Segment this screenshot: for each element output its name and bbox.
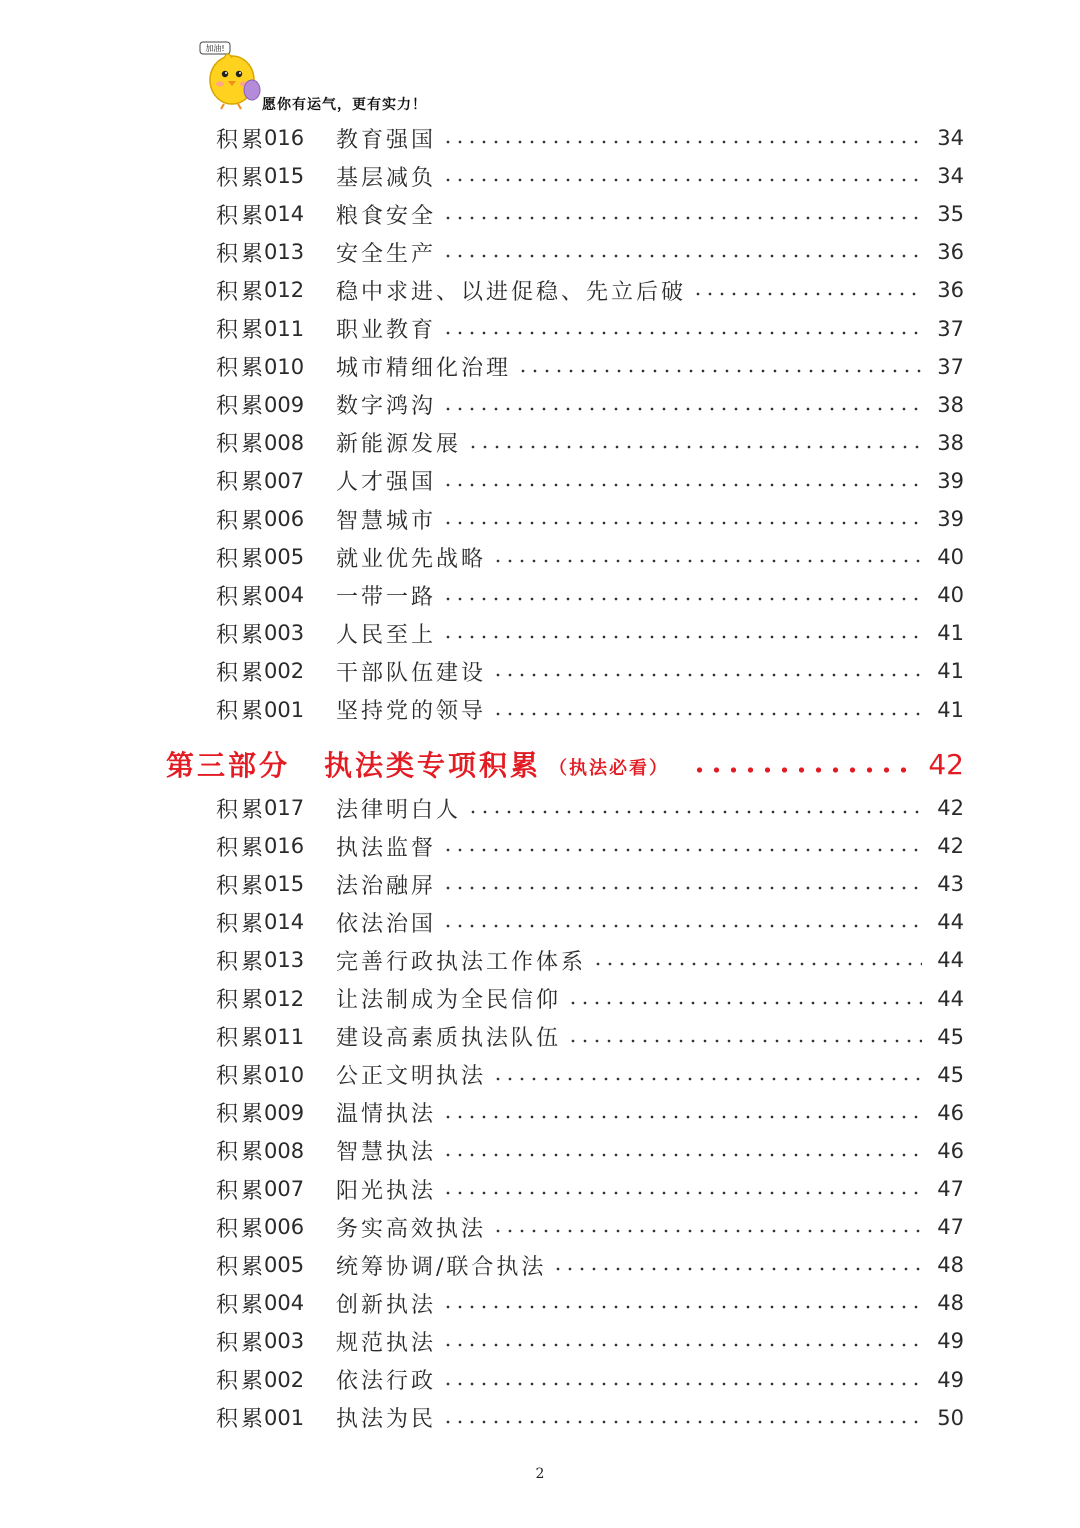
section-page-number: 42 bbox=[928, 747, 964, 781]
dot-leader bbox=[442, 139, 922, 145]
entry-title: 智慧执法 bbox=[336, 1140, 437, 1166]
entry-prefix: 积累 bbox=[216, 1254, 267, 1280]
entry-number: 013 bbox=[264, 948, 305, 973]
entry-number: 009 bbox=[264, 392, 305, 417]
entry-number: 004 bbox=[264, 1291, 305, 1316]
entry-title: 教育强国 bbox=[336, 127, 437, 153]
toc-entry[interactable] bbox=[216, 865, 964, 903]
dot-leader bbox=[442, 847, 922, 853]
entry-page-number: 36 bbox=[937, 278, 964, 303]
toc-entry[interactable] bbox=[216, 1170, 964, 1208]
dot-leader bbox=[592, 961, 922, 967]
toc-entry[interactable] bbox=[216, 119, 964, 157]
entry-title: 新能源发展 bbox=[336, 432, 462, 458]
section-note: （执法必看） bbox=[549, 758, 670, 779]
entry-page-number: 46 bbox=[937, 1138, 964, 1163]
dot-leader bbox=[442, 177, 922, 183]
entry-page-number: 44 bbox=[937, 986, 964, 1011]
entry-number: 011 bbox=[264, 316, 305, 341]
entry-page-number: 48 bbox=[937, 1291, 964, 1316]
entry-prefix: 积累 bbox=[216, 394, 267, 420]
entry-number: 010 bbox=[264, 354, 305, 379]
mascot-badge-text: 加油! bbox=[205, 44, 225, 53]
entry-number: 003 bbox=[264, 621, 305, 646]
entry-number: 009 bbox=[264, 1100, 305, 1125]
entry-title: 智慧城市 bbox=[336, 508, 437, 534]
entry-page-number: 39 bbox=[937, 468, 964, 493]
dot-leader bbox=[567, 1038, 922, 1044]
entry-title: 完善行政执法工作体系 bbox=[336, 949, 587, 975]
entry-prefix: 积累 bbox=[216, 1178, 267, 1204]
entry-page-number: 45 bbox=[937, 1024, 964, 1049]
entry-page-number: 37 bbox=[937, 354, 964, 379]
toc-entry[interactable] bbox=[216, 652, 964, 690]
toc-entry[interactable] bbox=[216, 271, 964, 309]
entry-page-number: 36 bbox=[937, 240, 964, 265]
entry-prefix: 积累 bbox=[216, 873, 267, 899]
entry-title: 让法制成为全民信仰 bbox=[336, 988, 562, 1013]
entry-prefix: 积累 bbox=[216, 1369, 267, 1394]
entry-page-number: 34 bbox=[937, 164, 964, 189]
toc-entry[interactable] bbox=[216, 1094, 964, 1132]
dot-leader bbox=[442, 253, 922, 259]
entry-prefix: 积累 bbox=[216, 432, 267, 458]
toc-entry[interactable] bbox=[216, 614, 964, 652]
entry-prefix: 积累 bbox=[216, 797, 267, 823]
entry-prefix: 积累 bbox=[216, 835, 267, 861]
toc-entry[interactable] bbox=[216, 500, 964, 538]
entry-number: 016 bbox=[264, 126, 305, 150]
entry-page-number: 34 bbox=[937, 126, 964, 150]
dot-leader bbox=[492, 1228, 922, 1234]
dot-leader bbox=[492, 558, 922, 564]
entry-prefix: 积累 bbox=[216, 546, 267, 572]
dot-leader bbox=[442, 330, 922, 336]
entry-title: 统筹协调/联合执法 bbox=[336, 1254, 547, 1280]
dot-leader bbox=[492, 711, 922, 717]
entry-title: 干部队伍建设 bbox=[336, 660, 487, 686]
entry-title: 稳中求进、以进促稳、先立后破 bbox=[336, 279, 687, 305]
entry-page-number: 46 bbox=[937, 1100, 964, 1125]
dot-leader bbox=[442, 1342, 922, 1348]
entry-prefix: 积累 bbox=[216, 622, 267, 648]
entry-page-number: 37 bbox=[937, 316, 964, 341]
toc-entry[interactable] bbox=[216, 386, 964, 424]
entry-page-number: 49 bbox=[937, 1367, 964, 1392]
entry-prefix: 积累 bbox=[216, 1026, 267, 1052]
entry-number: 015 bbox=[264, 164, 305, 189]
entry-page-number: 41 bbox=[937, 659, 964, 684]
toc-entry[interactable] bbox=[216, 1018, 964, 1056]
entry-title: 一带一路 bbox=[336, 584, 437, 610]
toc-entry[interactable] bbox=[216, 941, 964, 979]
section-dot-leader bbox=[691, 765, 910, 775]
entry-prefix: 积累 bbox=[216, 1140, 267, 1166]
entry-page-number: 38 bbox=[937, 392, 964, 417]
entry-title: 法律明白人 bbox=[336, 797, 462, 823]
entry-title: 城市精细化治理 bbox=[336, 356, 512, 382]
entry-page-number: 44 bbox=[937, 910, 964, 935]
toc-entry[interactable] bbox=[216, 1284, 964, 1322]
entry-page-number: 38 bbox=[937, 430, 964, 455]
entry-number: 012 bbox=[264, 986, 305, 1011]
entry-title: 依法治国 bbox=[336, 911, 437, 937]
toc-entry[interactable] bbox=[216, 903, 964, 941]
entry-number: 014 bbox=[264, 202, 305, 227]
entry-page-number: 41 bbox=[937, 697, 964, 722]
dot-leader bbox=[552, 1266, 922, 1272]
entry-prefix: 积累 bbox=[216, 1407, 267, 1433]
toc-entry[interactable] bbox=[216, 1056, 964, 1094]
dot-leader bbox=[567, 1000, 922, 1006]
entry-title: 执法监督 bbox=[336, 835, 437, 861]
entry-page-number: 42 bbox=[937, 796, 964, 820]
entry-title: 数字鸿沟 bbox=[336, 394, 437, 420]
entry-title: 人民至上 bbox=[336, 622, 437, 648]
entry-title: 建设高素质执法队伍 bbox=[336, 1026, 562, 1052]
toc-entry[interactable] bbox=[216, 1322, 964, 1360]
dot-leader bbox=[442, 1419, 922, 1425]
entry-prefix: 积累 bbox=[216, 660, 267, 686]
entry-prefix: 积累 bbox=[216, 1216, 267, 1242]
entry-prefix: 积累 bbox=[216, 1064, 267, 1090]
dot-leader bbox=[442, 1304, 922, 1310]
toc-entry[interactable] bbox=[216, 691, 964, 729]
toc-entry[interactable] bbox=[216, 538, 964, 576]
section-title: 执法类专项积累 bbox=[324, 749, 542, 782]
entry-title: 执法为民 bbox=[336, 1407, 437, 1433]
toc-entry[interactable] bbox=[216, 980, 964, 1018]
entry-page-number: 47 bbox=[937, 1177, 964, 1201]
entry-prefix: 积累 bbox=[216, 949, 267, 975]
entry-title: 人才强国 bbox=[336, 470, 437, 496]
entry-number: 011 bbox=[264, 1024, 305, 1049]
toc-entry[interactable] bbox=[216, 576, 964, 614]
entry-prefix: 积累 bbox=[216, 203, 267, 229]
entry-prefix: 积累 bbox=[216, 1292, 267, 1318]
entry-page-number: 42 bbox=[937, 834, 964, 859]
entry-prefix: 积累 bbox=[216, 508, 267, 534]
dot-leader bbox=[442, 1190, 922, 1196]
toc-entry[interactable] bbox=[216, 1208, 964, 1246]
dot-leader bbox=[492, 1076, 922, 1082]
entry-number: 014 bbox=[264, 910, 305, 935]
dot-leader bbox=[442, 520, 922, 526]
entry-prefix: 积累 bbox=[216, 241, 267, 267]
dot-leader bbox=[517, 368, 922, 374]
toc-entry[interactable] bbox=[216, 157, 964, 195]
entry-title: 创新执法 bbox=[336, 1292, 437, 1318]
entry-number: 008 bbox=[264, 1138, 305, 1163]
entry-page-number: 39 bbox=[937, 507, 964, 531]
entry-number: 017 bbox=[264, 796, 305, 820]
dot-leader bbox=[442, 1114, 922, 1120]
section-label: 第三部分 bbox=[166, 749, 291, 782]
section-heading-part3 bbox=[166, 742, 964, 786]
entry-number: 007 bbox=[264, 1177, 305, 1201]
entry-number: 006 bbox=[264, 1215, 305, 1240]
dot-leader bbox=[442, 215, 922, 221]
page-footer-number: 2 bbox=[535, 1466, 545, 1482]
entry-number: 012 bbox=[264, 278, 305, 303]
entry-page-number: 40 bbox=[937, 583, 964, 608]
entry-prefix: 积累 bbox=[216, 699, 267, 724]
entry-number: 004 bbox=[264, 583, 305, 608]
entry-page-number: 44 bbox=[937, 948, 964, 973]
entry-number: 007 bbox=[264, 468, 305, 493]
entry-number: 008 bbox=[264, 430, 305, 455]
entry-number: 001 bbox=[264, 1405, 305, 1430]
toc-entry[interactable] bbox=[216, 348, 964, 386]
entry-number: 005 bbox=[264, 1253, 305, 1278]
entry-title: 基层减负 bbox=[336, 165, 437, 191]
toc-entry[interactable] bbox=[216, 424, 964, 462]
toc-entry[interactable] bbox=[216, 1246, 964, 1284]
entry-page-number: 41 bbox=[937, 621, 964, 646]
entry-page-number: 50 bbox=[937, 1405, 964, 1430]
entry-title: 依法行政 bbox=[336, 1369, 437, 1394]
toc-entry[interactable] bbox=[216, 195, 964, 233]
toc-entry[interactable] bbox=[216, 789, 964, 827]
dot-leader bbox=[442, 1152, 922, 1158]
entry-page-number: 45 bbox=[937, 1062, 964, 1087]
toc-entry[interactable] bbox=[216, 462, 964, 500]
entry-title: 公正文明执法 bbox=[336, 1064, 487, 1090]
entry-prefix: 积累 bbox=[216, 165, 267, 191]
dot-leader bbox=[442, 596, 922, 602]
entry-number: 001 bbox=[264, 697, 305, 722]
entry-number: 015 bbox=[264, 872, 305, 897]
entry-title: 坚持党的领导 bbox=[336, 699, 487, 724]
entry-prefix: 积累 bbox=[216, 279, 267, 305]
dot-leader bbox=[442, 885, 922, 891]
dot-leader bbox=[692, 291, 922, 297]
entry-prefix: 积累 bbox=[216, 1330, 267, 1356]
dot-leader bbox=[467, 809, 922, 815]
entry-number: 016 bbox=[264, 834, 305, 859]
entry-title: 安全生产 bbox=[336, 241, 437, 267]
entry-title: 阳光执法 bbox=[336, 1178, 437, 1204]
toc-entry[interactable] bbox=[216, 1132, 964, 1170]
dot-leader bbox=[492, 672, 922, 678]
entry-number: 010 bbox=[264, 1062, 305, 1087]
entry-number: 013 bbox=[264, 240, 305, 265]
motto-text: 愿你有运气，更有实力！ bbox=[262, 97, 427, 113]
entry-prefix: 积累 bbox=[216, 318, 267, 343]
entry-prefix: 积累 bbox=[216, 470, 267, 496]
toc-entry[interactable] bbox=[216, 1361, 964, 1399]
dot-leader bbox=[442, 634, 922, 640]
entry-prefix: 积累 bbox=[216, 988, 267, 1013]
toc-entry[interactable] bbox=[216, 1399, 964, 1437]
entry-title: 温情执法 bbox=[336, 1102, 437, 1128]
entry-prefix: 积累 bbox=[216, 127, 267, 153]
entry-prefix: 积累 bbox=[216, 356, 267, 382]
dot-leader bbox=[442, 482, 922, 488]
toc-entry[interactable] bbox=[216, 233, 964, 271]
dot-leader bbox=[442, 406, 922, 412]
dot-leader bbox=[442, 923, 922, 929]
entry-prefix: 积累 bbox=[216, 1102, 267, 1128]
entry-prefix: 积累 bbox=[216, 911, 267, 937]
entry-title: 职业教育 bbox=[336, 318, 437, 343]
entry-number: 002 bbox=[264, 1367, 305, 1392]
entry-page-number: 35 bbox=[937, 202, 964, 227]
dot-leader bbox=[442, 1381, 922, 1387]
entry-number: 006 bbox=[264, 507, 305, 531]
entry-page-number: 43 bbox=[937, 872, 964, 897]
dot-leader bbox=[467, 444, 922, 450]
entry-number: 005 bbox=[264, 545, 305, 570]
entry-prefix: 积累 bbox=[216, 584, 267, 610]
toc-entry[interactable] bbox=[216, 827, 964, 865]
entry-title: 规范执法 bbox=[336, 1330, 437, 1356]
entry-page-number: 47 bbox=[937, 1215, 964, 1240]
entry-number: 002 bbox=[264, 659, 305, 684]
entry-page-number: 40 bbox=[937, 545, 964, 570]
entry-title: 法治融屏 bbox=[336, 873, 437, 899]
entry-page-number: 49 bbox=[937, 1329, 964, 1354]
entry-page-number: 48 bbox=[937, 1253, 964, 1278]
entry-title: 粮食安全 bbox=[336, 203, 437, 229]
entry-title: 务实高效执法 bbox=[336, 1216, 487, 1242]
entry-title: 就业优先战略 bbox=[336, 546, 487, 572]
toc-entry[interactable] bbox=[216, 310, 964, 348]
entry-number: 003 bbox=[264, 1329, 305, 1354]
